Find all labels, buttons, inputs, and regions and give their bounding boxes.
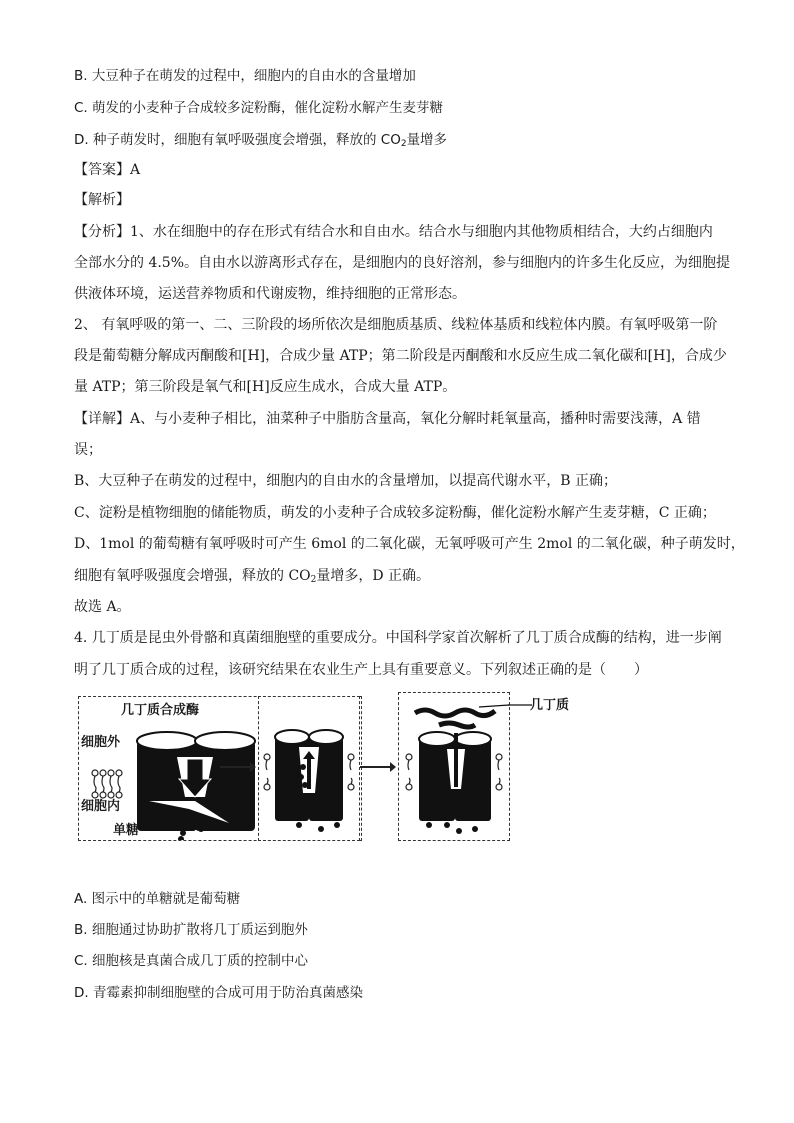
label-intracellular: 细胞内 xyxy=(81,799,121,814)
analysis-p2-line1: 2、 有氧呼吸的第一、二、三阶段的场所依次是细胞质基质、线粒体基质和线粒体内膜。有氧呼吸第一阶 xyxy=(74,317,718,333)
chitin-synthase-figure xyxy=(78,692,658,842)
option-c: C. 萌发的小麦种子合成较多淀粉酶，催化淀粉水解产生麦芽糖 xyxy=(74,100,444,116)
analysis-p2-line2: 段是葡萄糖分解成丙酮酸和[H]，合成少量 ATP；第二阶段是丙酮酸和水反应生成二氧化碳和[H]，合成少 xyxy=(74,348,727,364)
q4-option-a: A. 图示中的单糖就是葡萄糖 xyxy=(74,891,241,907)
detail-a-line2: 误； xyxy=(74,442,102,458)
question4-stem-line1: 4. 几丁质是昆虫外骨骼和真菌细胞壁的重要成分。中国科学家首次解析了几丁质合成酶的结构，进一步阐 xyxy=(74,630,722,646)
label-monosaccharide: 单糖 xyxy=(113,823,140,838)
option-b: B. 大豆种子在萌发的过程中，细胞内的自由水的含量增加 xyxy=(74,68,416,84)
q4-option-b: B. 细胞通过协助扩散将几丁质运到胞外 xyxy=(74,922,308,938)
detail-c: C、淀粉是植物细胞的储能物质，萌发的小麦种子合成较多淀粉酶，催化淀粉水解产生麦芽糖，C 正确； xyxy=(74,505,716,521)
analysis-p1-line1: 【分析】1、水在细胞中的存在形式有结合水和自由水。结合水与细胞内其他物质相结合，大约占细胞内 xyxy=(74,224,713,240)
question4-stem-line2: 明了几丁质合成的过程，该研究结果在农业生产上具有重要意义。下列叙述正确的是（ ） xyxy=(74,662,648,678)
figure-panel-2 xyxy=(258,696,360,841)
q4-option-d: D. 青霉素抑制细胞壁的合成可用于防治真菌感染 xyxy=(74,985,363,1001)
choose-line: 故选 A。 xyxy=(74,599,131,615)
option-d: D. 种子萌发时，细胞有氧呼吸强度会增强，释放的 $CO_2$量增多 xyxy=(74,132,448,149)
analysis-p2-line3: 量 ATP；第三阶段是氧气和[H]反应生成水，合成大量 ATP。 xyxy=(74,379,457,395)
detail-d-line2: 细胞有氧呼吸强度会增强，释放的 $CO_2$量增多，D 正确。 xyxy=(74,568,431,585)
detail-b: B、大豆种子在萌发的过程中，细胞内的自由水的含量增加，以提高代谢水平，B 正确； xyxy=(74,473,618,489)
analysis-p1-line2: 全部水分的 4.5%。自由水以游离形式存在，是细胞内的良好溶剂，参与细胞内的许多生化反应，为细胞提 xyxy=(74,255,731,271)
enzyme-diagram-2 xyxy=(259,697,359,840)
label-pointer-line xyxy=(508,702,532,708)
enzyme-diagram-3 xyxy=(399,693,509,840)
detail-d-line1: D、1mol 的葡萄糖有氧呼吸时可产生 6mol 的二氧化碳，无氧呼吸可产生 2mol 的二氧化碳，种子萌发时， xyxy=(74,536,745,552)
arrow-icon xyxy=(360,760,396,774)
detail-a-line1: 【详解】A、与小麦种子相比，油菜种子中脂肪含量高，氧化分解时耗氧量高，播种时需要浅薄，A 错 xyxy=(74,411,701,427)
answer-line: 【答案】A xyxy=(74,162,141,178)
label-chitin-synthase: 几丁质合成酶 xyxy=(121,703,200,718)
figure-panel-3 xyxy=(398,692,510,841)
analysis-p1-line3: 供液体环境，运送营养物质和代谢废物，维持细胞的正常形态。 xyxy=(74,286,466,302)
label-chitin: 几丁质 xyxy=(530,698,570,713)
arrow-icon xyxy=(220,760,256,774)
q4-option-c: C. 细胞核是真菌合成几丁质的控制中心 xyxy=(74,953,309,969)
analysis-heading: 【解析】 xyxy=(74,192,130,208)
label-extracellular: 细胞外 xyxy=(81,735,121,750)
